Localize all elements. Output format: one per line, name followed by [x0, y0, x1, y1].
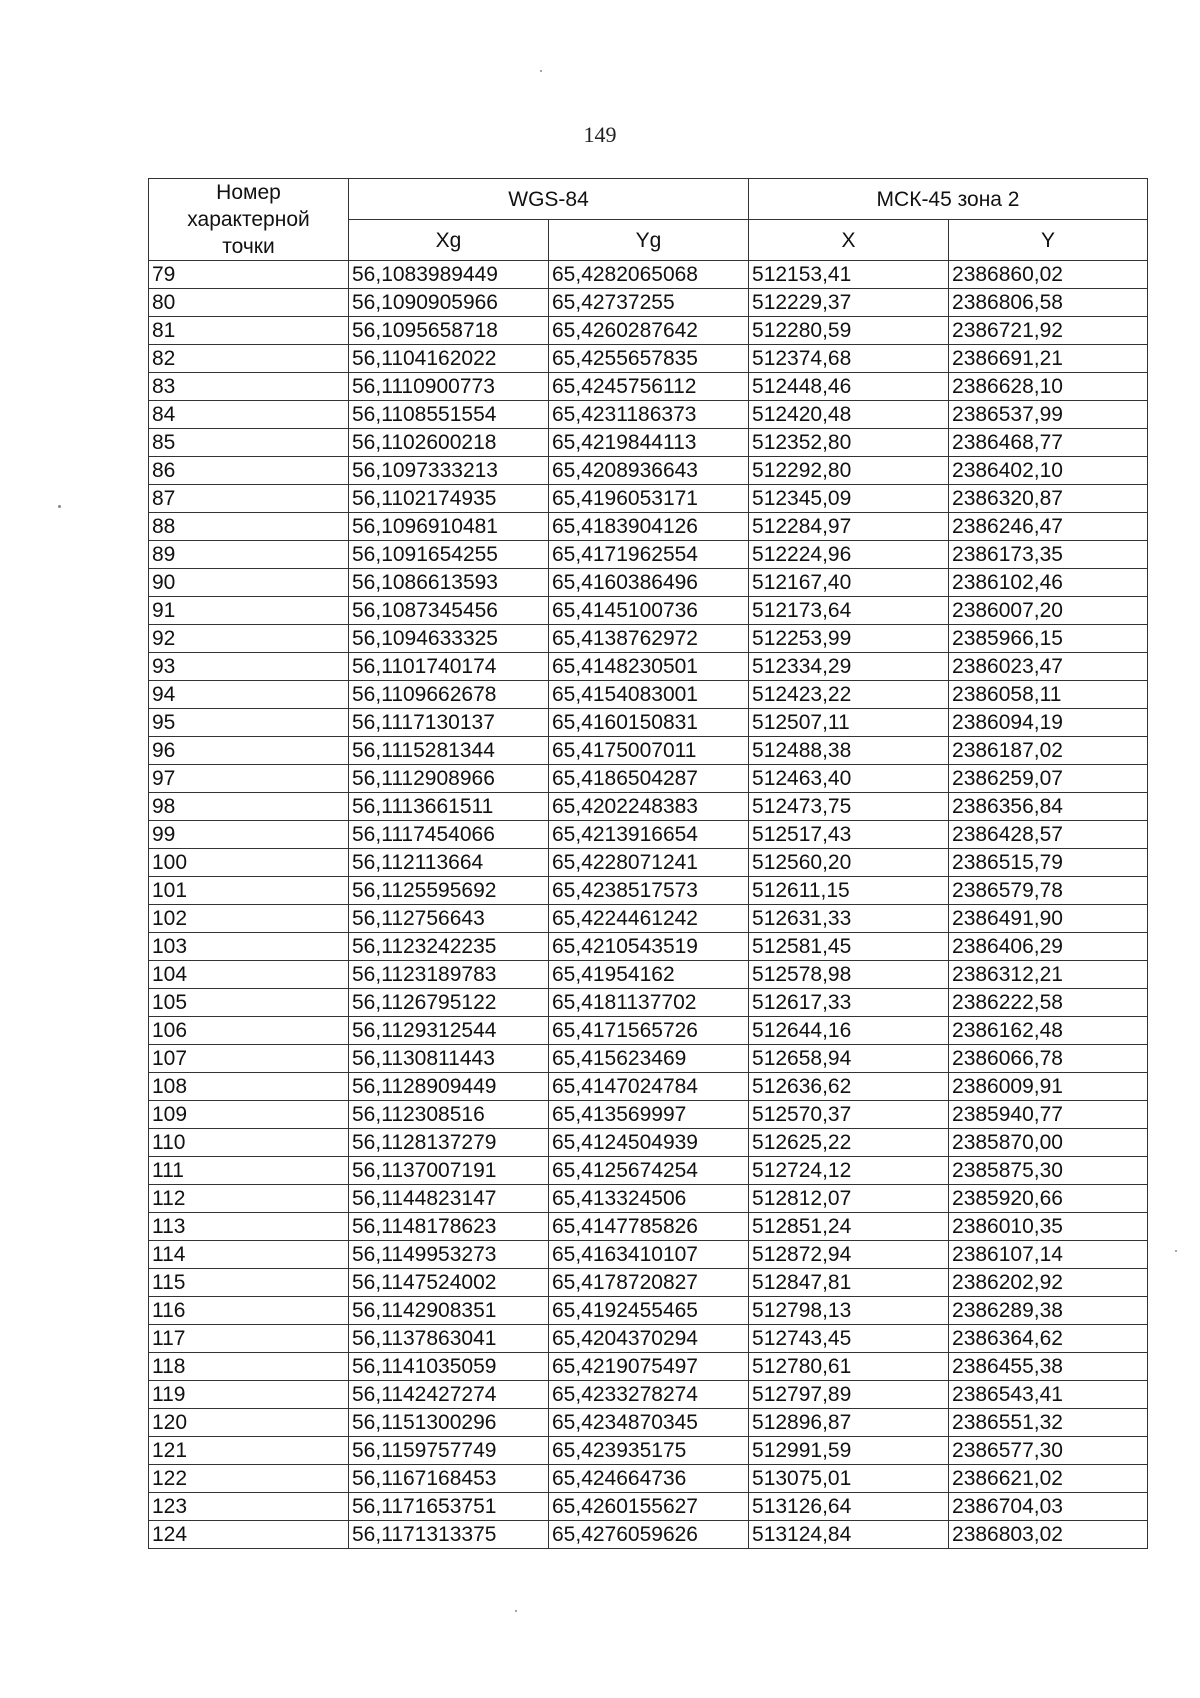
cell-yg: 65,4260155627: [549, 1493, 749, 1521]
cell-xg: 56,1123242235: [349, 933, 549, 961]
header-xg: Xg: [349, 220, 549, 261]
cell-yg: 65,4208936643: [549, 457, 749, 485]
table-row: [149, 625, 1148, 653]
table-row: [149, 1409, 1148, 1437]
cell-point-number: 82: [149, 345, 349, 373]
table-row: [149, 849, 1148, 877]
cell-xg: 56,1097333213: [349, 457, 549, 485]
table-row: [149, 821, 1148, 849]
cell-yg: 65,415623469: [549, 1045, 749, 1073]
cell-y: 2386320,87: [949, 485, 1148, 513]
cell-y: 2386455,38: [949, 1353, 1148, 1381]
cell-y: 2386402,10: [949, 457, 1148, 485]
cell-yg: 65,4178720827: [549, 1269, 749, 1297]
cell-y: 2386023,47: [949, 653, 1148, 681]
cell-xg: 56,1101740174: [349, 653, 549, 681]
cell-x: 512463,40: [749, 765, 949, 793]
cell-xg: 56,1149953273: [349, 1241, 549, 1269]
cell-x: 512284,97: [749, 513, 949, 541]
table-row: [149, 1213, 1148, 1241]
cell-point-number: 91: [149, 597, 349, 625]
table-row: [149, 1269, 1148, 1297]
table-row: [149, 1073, 1148, 1101]
cell-point-number: 102: [149, 905, 349, 933]
cell-point-number: 96: [149, 737, 349, 765]
table-row: [149, 1185, 1148, 1213]
cell-yg: 65,4219075497: [549, 1353, 749, 1381]
cell-xg: 56,1128137279: [349, 1129, 549, 1157]
cell-xg: 56,1151300296: [349, 1409, 549, 1437]
cell-y: 2386721,92: [949, 317, 1148, 345]
cell-y: 2386312,21: [949, 961, 1148, 989]
table-row: [149, 1493, 1148, 1521]
table-row: [149, 485, 1148, 513]
table-row: [149, 1521, 1148, 1549]
table-row: [149, 1241, 1148, 1269]
table-row: [149, 905, 1148, 933]
cell-y: 2385966,15: [949, 625, 1148, 653]
cell-x: 512578,98: [749, 961, 949, 989]
table-row: [149, 709, 1148, 737]
cell-yg: 65,4145100736: [549, 597, 749, 625]
cell-point-number: 112: [149, 1185, 349, 1213]
table-row: [149, 1353, 1148, 1381]
cell-y: 2386691,21: [949, 345, 1148, 373]
cell-point-number: 106: [149, 1017, 349, 1045]
cell-x: 512352,80: [749, 429, 949, 457]
cell-y: 2386009,91: [949, 1073, 1148, 1101]
table-row: [149, 1129, 1148, 1157]
table-row: [149, 289, 1148, 317]
table-row: [149, 681, 1148, 709]
table-row: [149, 513, 1148, 541]
cell-yg: 65,4224461242: [549, 905, 749, 933]
cell-x: 512280,59: [749, 317, 949, 345]
cell-x: 512473,75: [749, 793, 949, 821]
cell-y: 2386259,07: [949, 765, 1148, 793]
cell-x: 512374,68: [749, 345, 949, 373]
cell-yg: 65,4260287642: [549, 317, 749, 345]
cell-y: 2386162,48: [949, 1017, 1148, 1045]
cell-xg: 56,1141035059: [349, 1353, 549, 1381]
cell-xg: 56,1125595692: [349, 877, 549, 905]
cell-x: 512991,59: [749, 1437, 949, 1465]
cell-y: 2386543,41: [949, 1381, 1148, 1409]
cell-yg: 65,4186504287: [549, 765, 749, 793]
cell-y: 2385940,77: [949, 1101, 1148, 1129]
cell-y: 2386515,79: [949, 849, 1148, 877]
cell-yg: 65,4171962554: [549, 541, 749, 569]
cell-xg: 56,1087345456: [349, 597, 549, 625]
cell-point-number: 79: [149, 261, 349, 289]
cell-point-number: 116: [149, 1297, 349, 1325]
cell-yg: 65,41954162: [549, 961, 749, 989]
cell-yg: 65,4147785826: [549, 1213, 749, 1241]
cell-point-number: 104: [149, 961, 349, 989]
cell-x: 512423,22: [749, 681, 949, 709]
cell-x: 512644,16: [749, 1017, 949, 1045]
cell-point-number: 84: [149, 401, 349, 429]
table-row: [149, 597, 1148, 625]
cell-x: 512167,40: [749, 569, 949, 597]
table-row: [149, 877, 1148, 905]
cell-point-number: 110: [149, 1129, 349, 1157]
cell-point-number: 107: [149, 1045, 349, 1073]
cell-yg: 65,413569997: [549, 1101, 749, 1129]
cell-x: 512345,09: [749, 485, 949, 513]
cell-yg: 65,4210543519: [549, 933, 749, 961]
cell-y: 2386806,58: [949, 289, 1148, 317]
cell-yg: 65,4204370294: [549, 1325, 749, 1353]
cell-xg: 56,1113661511: [349, 793, 549, 821]
cell-y: 2386066,78: [949, 1045, 1148, 1073]
cell-x: 512631,33: [749, 905, 949, 933]
table-row: [149, 1381, 1148, 1409]
cell-x: 513075,01: [749, 1465, 949, 1493]
cell-yg: 65,4183904126: [549, 513, 749, 541]
cell-point-number: 103: [149, 933, 349, 961]
coordinates-table-body: [149, 261, 1148, 1549]
cell-xg: 56,1083989449: [349, 261, 549, 289]
cell-xg: 56,1137007191: [349, 1157, 549, 1185]
table-row: [149, 1437, 1148, 1465]
cell-point-number: 122: [149, 1465, 349, 1493]
cell-x: 512334,29: [749, 653, 949, 681]
cell-point-number: 99: [149, 821, 349, 849]
cell-y: 2386173,35: [949, 541, 1148, 569]
cell-x: 512798,13: [749, 1297, 949, 1325]
table-row: [149, 1101, 1148, 1129]
cell-xg: 56,1102600218: [349, 429, 549, 457]
cell-x: 512488,38: [749, 737, 949, 765]
cell-y: 2386551,32: [949, 1409, 1148, 1437]
cell-yg: 65,4148230501: [549, 653, 749, 681]
cell-xg: 56,112756643: [349, 905, 549, 933]
table-row: [149, 457, 1148, 485]
table-row: [149, 401, 1148, 429]
cell-y: 2386577,30: [949, 1437, 1148, 1465]
cell-x: 512420,48: [749, 401, 949, 429]
table-row: [149, 261, 1148, 289]
cell-x: 512517,43: [749, 821, 949, 849]
table-row: [149, 961, 1148, 989]
cell-point-number: 115: [149, 1269, 349, 1297]
cell-x: 512851,24: [749, 1213, 949, 1241]
cell-y: 2386406,29: [949, 933, 1148, 961]
cell-xg: 56,1123189783: [349, 961, 549, 989]
cell-xg: 56,1171653751: [349, 1493, 549, 1521]
cell-xg: 56,1117454066: [349, 821, 549, 849]
cell-y: 2386468,77: [949, 429, 1148, 457]
cell-x: 512581,45: [749, 933, 949, 961]
cell-yg: 65,4219844113: [549, 429, 749, 457]
cell-xg: 56,1110900773: [349, 373, 549, 401]
cell-xg: 56,1126795122: [349, 989, 549, 1017]
scan-speck: [1175, 1250, 1177, 1252]
table-row: [149, 1465, 1148, 1493]
coordinates-table: [148, 178, 1148, 1549]
page-number: 149: [583, 122, 617, 147]
scan-speck: [540, 70, 542, 72]
cell-y: 2386579,78: [949, 877, 1148, 905]
cell-y: 2385870,00: [949, 1129, 1148, 1157]
cell-xg: 56,1142427274: [349, 1381, 549, 1409]
table-row: [149, 653, 1148, 681]
cell-point-number: 109: [149, 1101, 349, 1129]
table-row: [149, 793, 1148, 821]
cell-point-number: 92: [149, 625, 349, 653]
cell-x: 512780,61: [749, 1353, 949, 1381]
cell-y: 2386058,11: [949, 681, 1148, 709]
cell-y: 2386491,90: [949, 905, 1148, 933]
cell-xg: 56,1148178623: [349, 1213, 549, 1241]
cell-point-number: 123: [149, 1493, 349, 1521]
table-row: [149, 541, 1148, 569]
cell-yg: 65,424664736: [549, 1465, 749, 1493]
cell-y: 2386246,47: [949, 513, 1148, 541]
cell-point-number: 89: [149, 541, 349, 569]
cell-x: 512617,33: [749, 989, 949, 1017]
cell-y: 2386803,02: [949, 1521, 1148, 1549]
cell-xg: 56,112113664: [349, 849, 549, 877]
cell-point-number: 113: [149, 1213, 349, 1241]
cell-point-number: 101: [149, 877, 349, 905]
cell-x: 512292,80: [749, 457, 949, 485]
scan-speck: [515, 1610, 517, 1612]
cell-xg: 56,1104162022: [349, 345, 549, 373]
cell-x: 512173,64: [749, 597, 949, 625]
cell-yg: 65,4181137702: [549, 989, 749, 1017]
scan-speck: [58, 505, 61, 508]
cell-xg: 56,1086613593: [349, 569, 549, 597]
table-row: [149, 373, 1148, 401]
cell-yg: 65,4192455465: [549, 1297, 749, 1325]
cell-xg: 56,1117130137: [349, 709, 549, 737]
cell-xg: 56,1142908351: [349, 1297, 549, 1325]
cell-xg: 56,1096910481: [349, 513, 549, 541]
header-yg: Yg: [549, 220, 749, 261]
cell-point-number: 83: [149, 373, 349, 401]
cell-yg: 65,4245756112: [549, 373, 749, 401]
cell-x: 512570,37: [749, 1101, 949, 1129]
cell-xg: 56,1094633325: [349, 625, 549, 653]
cell-yg: 65,4171565726: [549, 1017, 749, 1045]
table-row: [149, 569, 1148, 597]
cell-point-number: 111: [149, 1157, 349, 1185]
cell-y: 2385920,66: [949, 1185, 1148, 1213]
cell-yg: 65,4228071241: [549, 849, 749, 877]
cell-xg: 56,1095658718: [349, 317, 549, 345]
cell-yg: 65,413324506: [549, 1185, 749, 1213]
cell-xg: 56,1102174935: [349, 485, 549, 513]
cell-point-number: 95: [149, 709, 349, 737]
cell-x: 513124,84: [749, 1521, 949, 1549]
cell-point-number: 93: [149, 653, 349, 681]
cell-y: 2386428,57: [949, 821, 1148, 849]
cell-point-number: 105: [149, 989, 349, 1017]
cell-x: 512847,81: [749, 1269, 949, 1297]
cell-yg: 65,4255657835: [549, 345, 749, 373]
table-row: [149, 989, 1148, 1017]
cell-yg: 65,42737255: [549, 289, 749, 317]
cell-xg: 56,1090905966: [349, 289, 549, 317]
cell-yg: 65,4154083001: [549, 681, 749, 709]
cell-point-number: 85: [149, 429, 349, 457]
cell-point-number: 88: [149, 513, 349, 541]
cell-xg: 56,1147524002: [349, 1269, 549, 1297]
cell-yg: 65,4276059626: [549, 1521, 749, 1549]
table-row: [149, 1017, 1148, 1045]
table-row: [149, 1325, 1148, 1353]
cell-y: 2386202,92: [949, 1269, 1148, 1297]
cell-x: 512896,87: [749, 1409, 949, 1437]
header-x: X: [749, 220, 949, 261]
cell-x: 512507,11: [749, 709, 949, 737]
cell-point-number: 114: [149, 1241, 349, 1269]
cell-yg: 65,4196053171: [549, 485, 749, 513]
cell-y: 2386860,02: [949, 261, 1148, 289]
cell-xg: 56,1091654255: [349, 541, 549, 569]
cell-yg: 65,4138762972: [549, 625, 749, 653]
header-wgs84: WGS-84: [349, 179, 749, 220]
table-row: [149, 345, 1148, 373]
cell-y: 2386107,14: [949, 1241, 1148, 1269]
cell-y: 2386364,62: [949, 1325, 1148, 1353]
cell-y: 2386537,99: [949, 401, 1148, 429]
cell-y: 2386356,84: [949, 793, 1148, 821]
cell-yg: 65,423935175: [549, 1437, 749, 1465]
cell-point-number: 90: [149, 569, 349, 597]
cell-point-number: 120: [149, 1409, 349, 1437]
cell-xg: 56,1144823147: [349, 1185, 549, 1213]
cell-point-number: 94: [149, 681, 349, 709]
cell-y: 2386007,20: [949, 597, 1148, 625]
cell-x: 512448,46: [749, 373, 949, 401]
table-row: [149, 765, 1148, 793]
cell-y: 2386289,38: [949, 1297, 1148, 1325]
cell-point-number: 81: [149, 317, 349, 345]
cell-x: 512658,94: [749, 1045, 949, 1073]
cell-point-number: 124: [149, 1521, 349, 1549]
cell-yg: 65,4231186373: [549, 401, 749, 429]
cell-yg: 65,4233278274: [549, 1381, 749, 1409]
cell-point-number: 80: [149, 289, 349, 317]
header-y: Y: [949, 220, 1148, 261]
cell-point-number: 117: [149, 1325, 349, 1353]
cell-x: 512229,37: [749, 289, 949, 317]
cell-xg: 56,1109662678: [349, 681, 549, 709]
cell-x: 512636,62: [749, 1073, 949, 1101]
cell-x: 512797,89: [749, 1381, 949, 1409]
cell-y: 2386704,03: [949, 1493, 1148, 1521]
table-row: [149, 1157, 1148, 1185]
cell-yg: 65,4163410107: [549, 1241, 749, 1269]
cell-yg: 65,4147024784: [549, 1073, 749, 1101]
table-row: [149, 933, 1148, 961]
cell-xg: 56,1112908966: [349, 765, 549, 793]
header-msk45: МСК-45 зона 2: [749, 179, 1148, 220]
cell-x: 512724,12: [749, 1157, 949, 1185]
cell-x: 512812,07: [749, 1185, 949, 1213]
cell-yg: 65,4160386496: [549, 569, 749, 597]
cell-xg: 56,1159757749: [349, 1437, 549, 1465]
cell-yg: 65,4213916654: [549, 821, 749, 849]
cell-x: 512872,94: [749, 1241, 949, 1269]
cell-y: 2386222,58: [949, 989, 1148, 1017]
cell-xg: 56,1128909449: [349, 1073, 549, 1101]
table-row: [149, 1045, 1148, 1073]
cell-yg: 65,4175007011: [549, 737, 749, 765]
cell-yg: 65,4234870345: [549, 1409, 749, 1437]
cell-y: 2386621,02: [949, 1465, 1148, 1493]
cell-xg: 56,1129312544: [349, 1017, 549, 1045]
cell-xg: 56,1167168453: [349, 1465, 549, 1493]
cell-point-number: 108: [149, 1073, 349, 1101]
cell-yg: 65,4282065068: [549, 261, 749, 289]
cell-yg: 65,4202248383: [549, 793, 749, 821]
cell-point-number: 87: [149, 485, 349, 513]
cell-xg: 56,1137863041: [349, 1325, 549, 1353]
cell-x: 512560,20: [749, 849, 949, 877]
table-row: [149, 429, 1148, 457]
cell-y: 2386102,46: [949, 569, 1148, 597]
table-row: [149, 1297, 1148, 1325]
cell-x: 512224,96: [749, 541, 949, 569]
cell-xg: 56,1115281344: [349, 737, 549, 765]
cell-xg: 56,1130811443: [349, 1045, 549, 1073]
cell-yg: 65,4125674254: [549, 1157, 749, 1185]
cell-point-number: 118: [149, 1353, 349, 1381]
cell-point-number: 119: [149, 1381, 349, 1409]
cell-point-number: 121: [149, 1437, 349, 1465]
cell-y: 2386187,02: [949, 737, 1148, 765]
table-row: [149, 317, 1148, 345]
cell-y: 2386094,19: [949, 709, 1148, 737]
cell-y: 2386628,10: [949, 373, 1148, 401]
cell-y: 2385875,30: [949, 1157, 1148, 1185]
cell-yg: 65,4160150831: [549, 709, 749, 737]
cell-point-number: 97: [149, 765, 349, 793]
cell-x: 512611,15: [749, 877, 949, 905]
cell-x: 512625,22: [749, 1129, 949, 1157]
header-point-number: Номер характерной точки: [149, 179, 349, 261]
coordinates-table-header: [149, 179, 1148, 261]
cell-xg: 56,1108551554: [349, 401, 549, 429]
cell-x: 513126,64: [749, 1493, 949, 1521]
cell-point-number: 86: [149, 457, 349, 485]
cell-point-number: 100: [149, 849, 349, 877]
cell-x: 512743,45: [749, 1325, 949, 1353]
cell-y: 2386010,35: [949, 1213, 1148, 1241]
table-row: [149, 737, 1148, 765]
cell-x: 512153,41: [749, 261, 949, 289]
cell-xg: 56,1171313375: [349, 1521, 549, 1549]
cell-xg: 56,112308516: [349, 1101, 549, 1129]
cell-point-number: 98: [149, 793, 349, 821]
cell-yg: 65,4238517573: [549, 877, 749, 905]
cell-x: 512253,99: [749, 625, 949, 653]
cell-yg: 65,4124504939: [549, 1129, 749, 1157]
